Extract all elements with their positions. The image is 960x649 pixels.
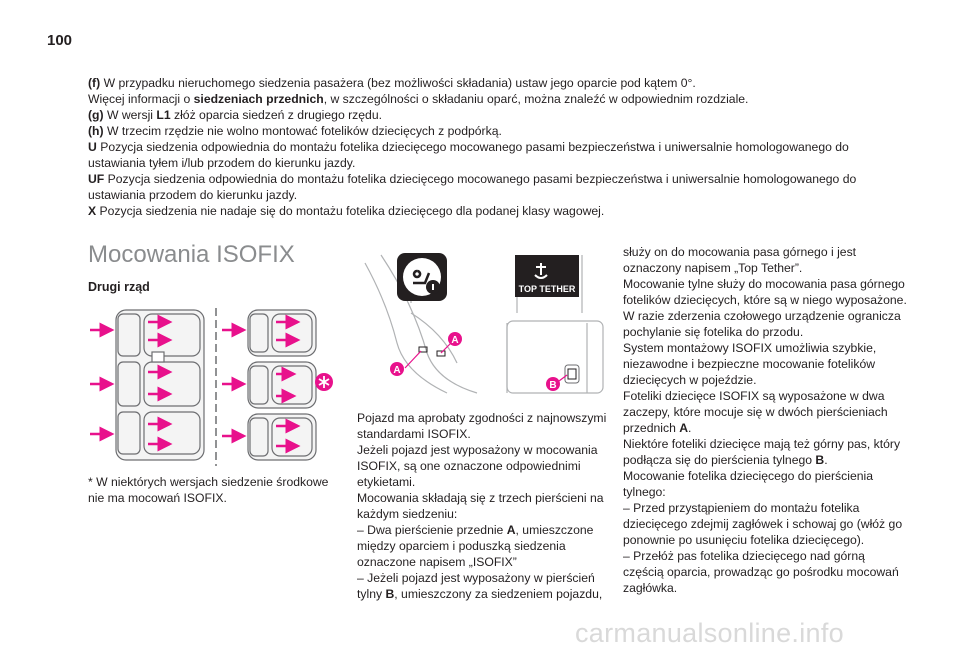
seat-layout-diagram	[88, 300, 348, 472]
isofix-text-column-1	[357, 410, 612, 602]
watermark: carmanualsonline.info	[575, 618, 844, 648]
bullet-route-strap: – Przełóż pas fotelika dziecięcego nad górną częścią oparcia, prowadząc go pośrodku mocowań zagłówka.	[623, 549, 899, 595]
paragraph: Mocowanie tylne służy do mocowania pasa górnego fotelików dziecięcych, które są w niego wyposażone. W razie zderzenia czołowego urządzenie ogranicza pochylanie się fotelika do przodu.	[623, 277, 907, 339]
paragraph: służy on do mocowania pasa górnego i jest oznaczony napisem „Top Tether”.	[623, 245, 857, 275]
bullet-front-rings: – Dwa pierścienie przednie A, umieszczone między oparciem i poduszką siedzenia oznaczone napisem „ISOFIX”	[357, 523, 594, 569]
section-title: Mocowania ISOFIX	[88, 241, 295, 268]
paragraph: Mocowania składają się z trzech pierścieni na każdym siedzeniu:	[357, 491, 604, 521]
isofix-anchor-photo	[357, 243, 609, 405]
isofix-text-column-2	[623, 244, 908, 596]
label-b-rear	[546, 377, 560, 391]
top-tether-text: TOP TETHER	[518, 284, 576, 294]
section-subtitle: Drugi rząd	[88, 280, 150, 294]
svg-text:A: A	[393, 365, 401, 376]
paragraph: Foteliki dziecięce ISOFIX są wyposażone w dwa zaczepy, które mocuje się w dwóch pierścieniach przednich A.	[623, 389, 888, 435]
paragraph: Niektóre foteliki dziecięce mają też górny pas, który podłącza się do pierścienia tylnego B.	[623, 437, 901, 467]
individual-seats-right	[248, 310, 316, 460]
note-u: U Pozycja siedzenia odpowiednia do montażu fotelika dziecięcego mocowanego pasami bezpieczeństwa i uniwersalnie homologowanego do ustawiania tyłem i/lub przodem do kierunku jazdy.	[88, 140, 849, 170]
note-uf: UF Pozycja siedzenia odpowiednia do montażu fotelika dziecięcego mocowanego pasami bezpieczeństwa i uniwersalnie homologowanego do ustawiania przodem do kierunku jazdy.	[88, 172, 857, 202]
paragraph: System montażowy ISOFIX umożliwia szybkie, niezawodne i bezpieczne mocowanie fotelików dziecięcych w pojeździe.	[623, 341, 877, 387]
top-tether-label-icon	[515, 255, 579, 297]
asterisk-marker	[315, 373, 333, 391]
page-number: 100	[47, 32, 73, 49]
note-x: X Pozycja siedzenia nie nadaje się do montażu fotelika dziecięcego dla podanej klasy wagowej.	[88, 204, 605, 218]
paragraph: Jeżeli pojazd jest wyposażony w mocowania ISOFIX, są one oznaczone odpowiednimi etykietami.	[357, 443, 598, 489]
svg-text:B: B	[549, 380, 557, 391]
anchor-ring-rear	[565, 365, 579, 383]
note-f: (f) W przypadku nieruchomego siedzenia pasażera (bez możliwości składania) ustaw jego oparcie pod kątem 0°.	[88, 76, 696, 90]
footnotes-block	[88, 75, 908, 219]
paragraph: Pojazd ma aprobaty zgodności z najnowszymi standardami ISOFIX.	[357, 411, 607, 441]
label-a-front-right	[448, 332, 462, 346]
note-more-info: Więcej informacji o siedzeniach przednich, w szczególności o składaniu oparć, można znaleźć w odpowiednim rozdziale.	[88, 92, 749, 106]
bench-seat-left	[116, 310, 204, 460]
footnote-center-seat: * W niektórych wersjach siedzenie środkowe nie ma mocowań ISOFIX.	[88, 475, 329, 505]
bullet-remove-headrest: – Przed przystąpieniem do montażu fotelika dziecięcego zdejmij zagłówek i schowaj go (włóż go ponownie po usunięciu fotelika dziecięcego).	[623, 501, 903, 547]
note-h: (h) W trzecim rzędzie nie wolno montować fotelików dziecięcych z podpórką.	[88, 124, 502, 138]
bullet-rear-ring: – Jeżeli pojazd jest wyposażony w pierścień tylny B, umieszczony za siedzeniem pojazdu,	[357, 571, 603, 601]
note-g: (g) W wersji L1 złóż oparcia siedzeń z drugiego rzędu.	[88, 108, 382, 122]
paragraph: Mocowanie fotelika dziecięcego do pierścienia tylnego:	[623, 469, 873, 499]
label-a-front-left	[390, 362, 404, 376]
isofix-label-icon	[397, 253, 447, 301]
svg-text:A: A	[451, 335, 459, 346]
